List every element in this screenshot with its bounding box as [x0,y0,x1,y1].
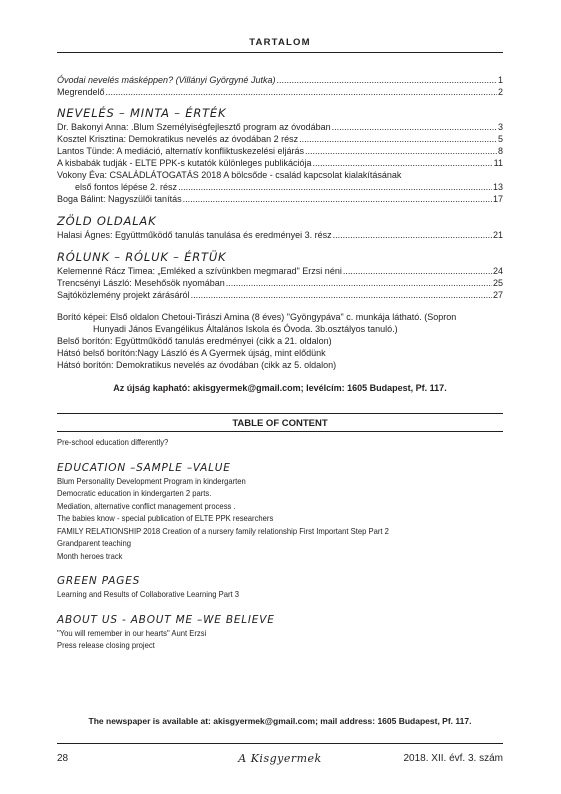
toc-entry-page: 3 [497,122,503,132]
toc-entry[interactable] [57,277,503,289]
toc-entry[interactable] [57,74,503,86]
header-divider [57,52,503,53]
toc-leader [276,74,497,86]
toc-entry[interactable] [57,121,503,133]
toc-entry-title: Lantos Tünde: A mediáció, alternatív konfliktuskezelési eljárás [57,146,304,156]
cover-note: Belső borítón: Együttműködő tanulás eredményei (cikk a 21. oldalon) [57,336,332,346]
toc-leader [312,157,492,169]
toc-leader [183,193,492,205]
toc-leader [191,289,492,301]
toc-entry-title: Halasi Ágnes: Együttműködő tanulás tanulása és eredményei 3. rész [57,230,332,240]
footer [57,753,503,767]
english-toc-title: TABLE OF CONTENT [232,418,328,429]
toc-entry-page: 17 [492,194,503,204]
english-entry[interactable]: Grandparent teaching [57,538,132,548]
toc-entry-title: első fontos lépése 2. rész [75,182,178,192]
english-entry[interactable]: Blum Personality Development Program in kindergarten [57,475,246,486]
toc-entry-page: 13 [492,182,503,192]
toc-entry[interactable] [57,157,503,169]
page-title: TARTALOM [249,37,311,48]
toc-entry[interactable] [57,193,503,205]
cover-note: Hátsó belső borítón:Nagy László és A Gyermek újság, mint elődünk [57,348,326,358]
toc-entry-title: A kisbabák tudják - ELTE PPK-s kutatók különleges publikációja [57,158,312,168]
contact-info-en: The newspaper is available at: akisgyermek@gmail.com; mail address: 1605 Budapest, Pf. 117. [88,716,472,726]
toc-leader [226,277,492,289]
english-entry[interactable]: Democratic education in kindergarten 2 parts. [57,488,212,498]
toc-entry-title: Boga Bálint: Nagyszülői tanítás [57,194,182,204]
divider [57,413,503,414]
hungarian-toc [57,74,503,393]
toc-section-heading: NEVELÉS – MINTA – ÉRTÉK [57,106,227,120]
toc-entry[interactable] [57,145,503,157]
english-section-heading: EDUCATION –SAMPLE –VALUE [57,461,231,474]
english-entry[interactable]: Learning and Results of Collaborative Learning Part 3 [57,589,240,599]
toc-section-heading: RÓLUNK – RÓLUK – ÉRTÜK [57,250,227,264]
toc-entry-title[interactable]: Vokony Éva: CSALÁDLÁTOGATÁS 2018 A bölcsőde - család kapcsolat kialakításának [57,170,402,180]
toc-entry-page: 25 [492,278,503,288]
toc-section-heading: ZÖLD OLDALAK [57,214,157,228]
toc-entry-page: 8 [497,146,503,156]
cover-note: Borító képei: Első oldalon Chetoui-Tirászi Amina (8 éves) "Gyöngypáva" c. munkája látható. (Sopron [57,312,457,322]
toc-entry-page: 11 [493,158,503,168]
toc-entry-title: Trencsényi László: Mesehősök nyomában [57,278,225,288]
english-entry[interactable]: FAMILY RELATIONSHIP 2018 Creation of a nursery family relationship First Important Step Part 2 [57,525,389,536]
toc-leader [299,133,497,145]
magazine-name: A Kisgyermek [238,752,322,765]
toc-entry-title: Óvodai nevelés másképpen? (Villányi Györgyné Jutka) [57,75,276,85]
toc-entry[interactable] [57,133,503,145]
toc-entry-page: 1 [497,75,503,85]
toc-entry[interactable] [57,265,503,277]
english-entry[interactable]: Month heroes track [57,550,123,561]
cover-notes [57,311,503,371]
toc-leader [333,229,492,241]
divider [57,431,503,432]
toc-entry-page: 5 [497,134,503,144]
toc-entry-title: Sajtóközlemény projekt zárásáról [57,290,190,300]
toc-entry[interactable] [57,289,503,301]
english-entry[interactable]: The babies know - special publication of ELTE PPK researchers [57,513,274,523]
page-number: 28 [57,753,69,764]
toc-leader [178,181,492,193]
toc-entry-page: 2 [497,87,503,97]
toc-entry[interactable] [57,86,503,98]
toc-leader [332,121,497,133]
issue-info: 2018. XII. évf. 3. szám [403,753,503,764]
cover-note: Hátsó borítón: Demokratikus nevelés az óvodában (cikk az 5. oldalon) [57,360,337,370]
english-entry[interactable]: Press release closing project [57,640,155,650]
toc-entry[interactable] [57,229,503,241]
toc-entry-page: 24 [492,266,503,276]
toc-entry-page: 27 [492,290,503,300]
english-entry[interactable]: Pre-school education differently? [57,437,169,447]
english-section-heading: ABOUT US - ABOUT ME –WE BELIEVE [57,613,275,626]
toc-entry-title: Kosztel Krisztina: Demokratikus nevelés az óvodában 2 rész [57,134,299,144]
toc-entry-page: 21 [492,230,503,240]
toc-entry-title: Dr. Bakonyi Anna: .Blum Személyiségfejlesztő program az óvodában [57,122,331,132]
cover-note: Hunyadi János Evangélikus Általános Iskola és Óvoda. 3b.osztályos tanuló.) [93,324,398,334]
english-entry[interactable]: Mediation, alternative conflict management process . [57,500,236,511]
page [57,0,503,794]
contact-info-hu: Az újság kapható: akisgyermek@gmail.com; levélcím: 1605 Budapest, Pf. 117. [113,383,447,393]
english-section-heading: GREEN PAGES [57,575,141,587]
footer-divider [57,743,503,744]
toc-leader [305,145,497,157]
toc-entry-title: Megrendelő [57,87,105,97]
english-entry[interactable]: "You will remember in our hearts" Aunt Erzsi [57,627,207,638]
toc-leader [106,86,497,98]
toc-entry-title: Kelemenné Rácz Timea: „Emléked a szívünkben megmarad" Erzsi néni [57,266,342,276]
toc-entry[interactable] [57,181,503,193]
english-toc [57,436,503,652]
toc-leader [343,265,492,277]
